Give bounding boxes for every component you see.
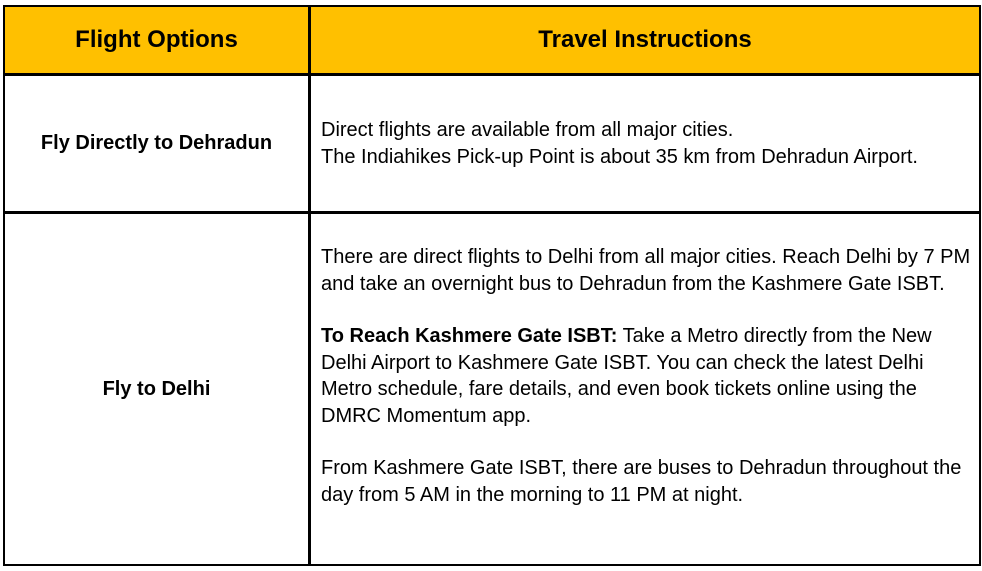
instruction-text: Take a Metro directly from the New Delhi Airport to Kashmere Gate ISBT. You can check the latest Delhi Metro schedule, fare details, and even book tickets online using the DMRC Momentum app. xyxy=(321,325,932,427)
table-row xyxy=(5,214,979,564)
instruction-line: The Indiahikes Pick-up Point is about 35 km from Dehradun Airport. xyxy=(321,145,918,168)
instruction-paragraph: There are direct flights to Delhi from all major cities. Reach Delhi by 7 PM and take an overnight bus to Dehradun from the Kashmere Gate ISBT. xyxy=(321,246,971,295)
header-travel-instructions: Travel Instructions xyxy=(308,7,979,73)
flight-options-table xyxy=(3,5,981,566)
instructions-fly-dehradun xyxy=(308,76,979,211)
option-fly-delhi: Fly to Delhi xyxy=(102,377,211,400)
header-flight-options: Flight Options xyxy=(75,26,238,53)
table-header-row xyxy=(5,7,979,76)
instruction-paragraph xyxy=(321,323,971,429)
instruction-heading: To Reach Kashmere Gate ISBT: xyxy=(321,325,618,347)
option-fly-dehradun: Fly Directly to Dehradun xyxy=(40,132,273,154)
instruction-paragraph: From Kashmere Gate ISBT, there are buses to Dehradun throughout the day from 5 AM in the morning to 11 PM at night. xyxy=(321,457,962,506)
table-row xyxy=(5,76,979,214)
instructions-fly-delhi xyxy=(308,214,979,564)
instruction-line: Direct flights are available from all major cities. xyxy=(321,119,734,141)
